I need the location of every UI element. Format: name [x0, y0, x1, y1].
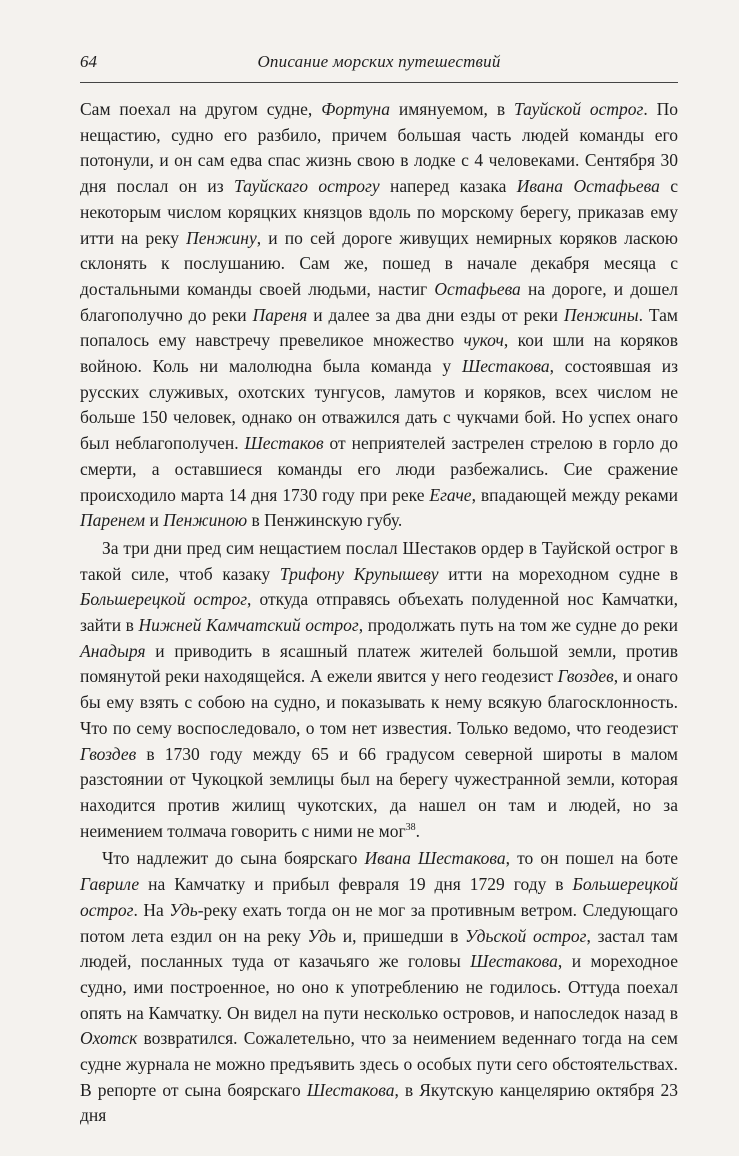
italic-text: Большерецкой острог [80, 874, 678, 920]
italic-text: Гвоздев [557, 666, 614, 687]
italic-text: Трифону Крупышеву [279, 563, 439, 584]
italic-text: Анадыря [80, 640, 146, 661]
text-run: Сам поехал на другом судне, [80, 99, 322, 119]
text-run: и [145, 510, 164, 531]
italic-text: Пенжину [186, 227, 257, 248]
text-run: . Там попалось ему навстречу превеликое множество [80, 304, 678, 351]
page-header [80, 50, 678, 74]
text-run: с некоторым числом коряцких князцов вдоль по морскому берегу, приказав ему итти на реку [80, 176, 679, 248]
text-run: За три дни пред сим нещастием послал Шестаков ордер в Тауйской острог в такой силе, чтоб казаку [80, 537, 678, 584]
text-run: , впадающей между реками [471, 484, 679, 505]
running-title: Описание морских путешествий [257, 52, 501, 71]
italic-text: Гвоздев [80, 743, 137, 764]
italic-text: Охотск [80, 1028, 138, 1049]
italic-text: Нижней Камчатский острог [138, 615, 359, 636]
text-run: , состоявшая из русских служивых, охотских тунгусов, ламутов и коряков, всех числом не больше 150 человек, однако он отважился дать с чукчами бой. Но успех онаго был неблагополучен. [80, 356, 678, 454]
italic-text: Остафьева [434, 278, 521, 299]
text-run: в Пенжинскую губу. [247, 510, 403, 531]
text-run: наперед казака [379, 176, 517, 197]
text-run: , и мореходное судно, ими построенное, но оно к употреблению не годилось. Оттуда поехал опять на Камчатку. Он видел на пути несколько островов, и напоследок назад в [80, 951, 678, 1023]
italic-text: Пенжины [563, 304, 639, 325]
text-run: , застал там людей, посланных туда от казачьяго же головы [80, 925, 678, 972]
italic-text: Пареня [252, 304, 308, 325]
italic-text: чукоч [463, 330, 504, 351]
italic-text: Большерецкой острог [80, 589, 248, 610]
italic-text: Шестакова [470, 951, 558, 972]
text-run: , продолжать путь на том же судне до реки [358, 615, 679, 636]
italic-text: Шестакова [306, 1079, 395, 1100]
italic-text: Шестакова [461, 356, 550, 377]
text-run: , кои шли на коряков войною. Коль ни малолюдна была команда у [80, 330, 678, 377]
page-number: 64 [80, 52, 97, 71]
text-run: , откуда отправясь объехать полуденной нос Камчатки, зайти в [80, 589, 678, 636]
italic-text: Тауйскаго острогу [234, 176, 380, 197]
italic-text: Паренем [80, 510, 146, 531]
italic-text: Пенжиною [163, 510, 248, 531]
paragraph [80, 97, 678, 534]
text-run: -реку ехать тогда он не мог за противным ветром. Следующаго потом лета ездил он на реку [80, 899, 678, 946]
italic-text: Удь [307, 925, 336, 946]
text-run: в 1730 году между 65 и 66 градусом северной широты в малом разстоянии от Чукоцкой землицы был на берегу чужестранной земли, которая находится против жилищ чукотских, да нашел он там и людей, но за неимением толмача говорить с ними не мог [80, 743, 678, 841]
text-run: и далее за два дни езды от реки [307, 304, 564, 325]
italic-text: Тауйской острог [514, 99, 644, 119]
text-run: . [415, 820, 420, 841]
text-run: от неприятелей застрелен стрелою в горло до смерти, а оставшиеся команды его люди разбежались. Сие сражение происходило марта 14 дня 1730 году при реке [80, 433, 678, 505]
italic-text: Ивана Шестакова [364, 848, 506, 869]
body-text [80, 97, 678, 1129]
italic-text: Шестаков [244, 433, 324, 454]
paragraph [80, 846, 678, 1129]
text-run: имянуемом, в [389, 99, 515, 119]
header-rule [80, 82, 678, 83]
text-run: , и онаго бы ему взять с собою на судно, и показывать к нему всякую благосклонность. Что по сему воспоследовало, о том нет известия. Только ведомо, что геодезист [80, 666, 678, 738]
text-run: Что надлежит до сына боярскаго [102, 848, 365, 869]
italic-text: Ивана Остафьева [516, 176, 660, 197]
italic-text: Гавриле [80, 874, 140, 895]
text-run: . По нещастию, судно его разбило, причем большая часть людей команды его потонули, и он сам едва спас жизнь свою в лодке с 4 человеками. Сентября 30 дня послал он из [80, 99, 678, 197]
text-run: и, пришедши в [336, 925, 466, 946]
text-run: на Камчатку и прибыл февраля 19 дня 1729 году в [139, 874, 573, 895]
text-run: . На [133, 899, 170, 920]
text-run: итти на мореходном судне в [438, 563, 678, 584]
footnote-ref: 38 [405, 821, 416, 833]
text-run: , в Якутскую канцелярию октября 23 дня [80, 1079, 679, 1126]
text-run: возвратился. Сожалетельно, что за неимением веденнаго тогда на сем судне журнала не можно предъявить здесь о особых пути сего обстоятельствах. В репорте от сына боярскаго [80, 1028, 678, 1100]
text-run: на дороге, и дошел благополучно до реки [80, 278, 678, 325]
text-run: , то он пошел на боте [505, 848, 678, 869]
italic-text: Фортуна [321, 99, 390, 119]
italic-text: Егаче [429, 484, 472, 505]
italic-text: Удь [169, 899, 198, 920]
text-run: и приводить в ясашный платеж жителей большой земли, против помянутой реки находящейся. А ежели явится у него геодезист [80, 640, 678, 687]
italic-text: Удьской острог [465, 925, 587, 946]
paragraph [80, 536, 678, 844]
text-run: , и по сей дороге живущих немирных коряков ласкою склонять к послушанию. Сам же, пошед в начале декабря месяца с достальными команды своей людьми, настиг [80, 227, 678, 299]
